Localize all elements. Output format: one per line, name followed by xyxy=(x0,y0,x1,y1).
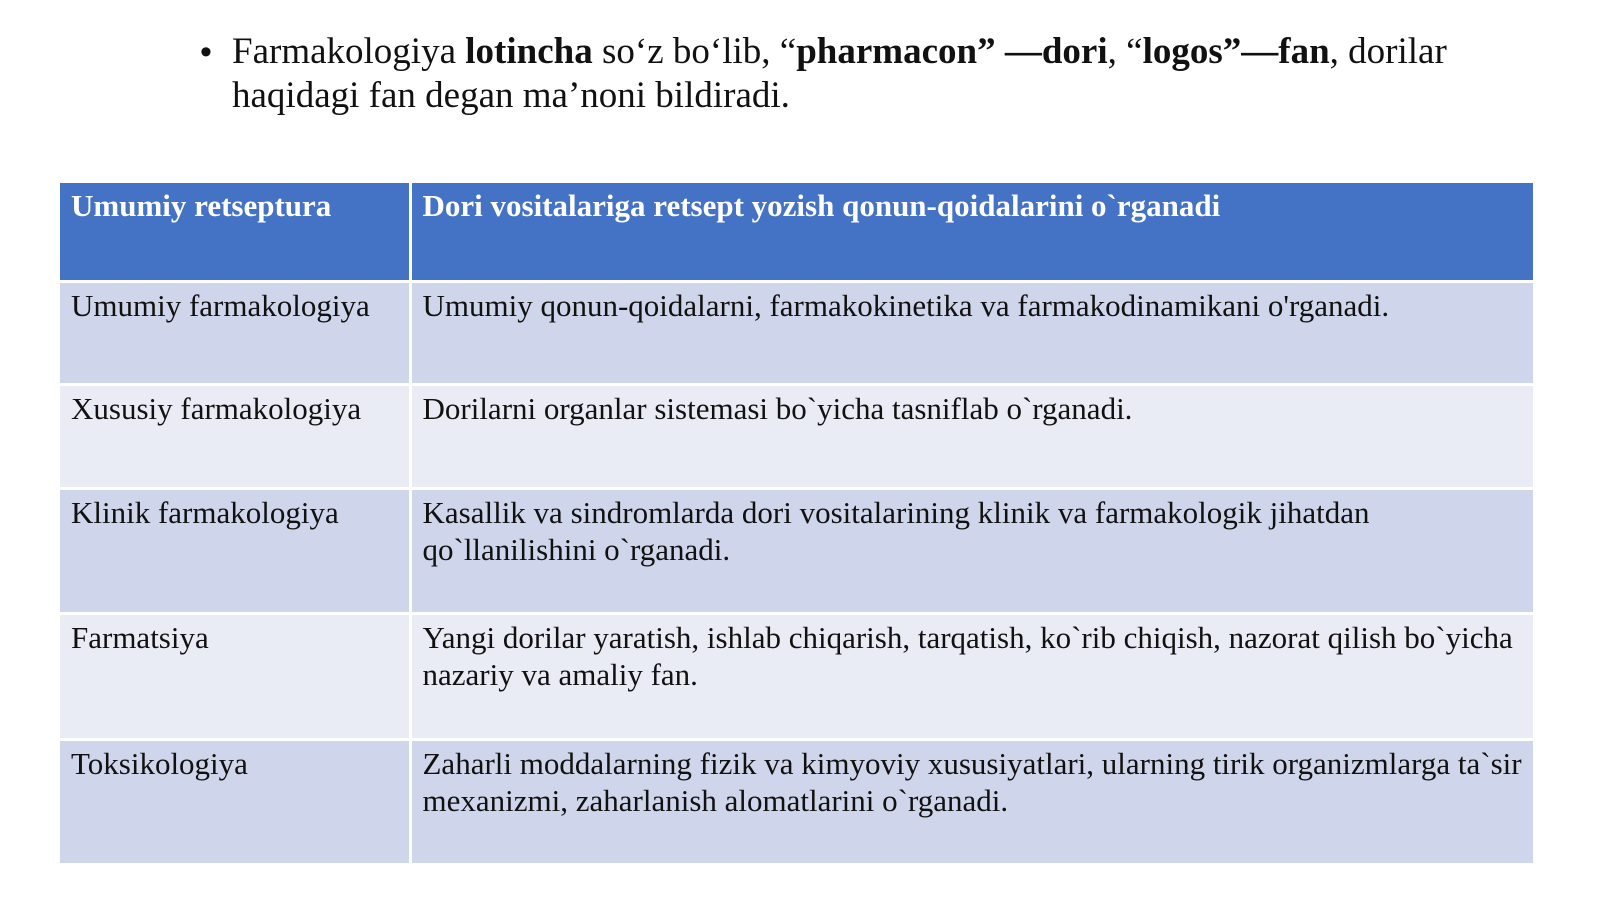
row-term: Toksikologiya xyxy=(60,740,410,865)
intro-text-part: , dorilar haqidagi fan degan ma’noni bildiradi. xyxy=(232,31,1447,116)
header-term: Umumiy retseptura xyxy=(60,183,410,282)
bullet-dot-icon: • xyxy=(200,33,212,71)
intro-bullet xyxy=(200,30,1460,118)
table-row xyxy=(60,740,1533,865)
intro-bold-logos: logos”—fan xyxy=(1142,31,1330,72)
intro-text-part: so‘z bo‘lib, “ xyxy=(592,31,797,72)
row-definition: Zaharli moddalarning fizik va kimyoviy xususiyatlari, ularning tirik organizmlarga ta`sir mexanizmi, zaharlanish alomatlarini o`rganadi. xyxy=(410,740,1533,865)
row-term: Klinik farmakologiya xyxy=(60,489,410,614)
header-definition: Dori vositalariga retsept yozish qonun-qoidalarini o`rganadi xyxy=(410,183,1533,282)
intro-bold-lotincha: lotincha xyxy=(465,31,593,72)
row-term: Umumiy farmakologiya xyxy=(60,282,410,385)
row-definition: Kasallik va sindromlarda dori vositalarining klinik va farmakologik jihatdan qo`llanilishini o`rganadi. xyxy=(410,489,1533,614)
row-term: Xususiy farmakologiya xyxy=(60,385,410,489)
row-definition: Dorilarni organlar sistemasi bo`yicha tasniflab o`rganadi. xyxy=(410,385,1533,489)
intro-text-part: Farmakologiya xyxy=(232,31,466,72)
intro-text xyxy=(232,30,1460,118)
intro-bold-pharmacon: pharmacon” —dori xyxy=(796,31,1108,72)
row-definition: Umumiy qonun-qoidalarni, farmakokinetika va farmakodinamikani o'rganadi. xyxy=(410,282,1533,385)
table-row xyxy=(60,489,1533,614)
intro-text-part: , “ xyxy=(1107,31,1143,72)
table-row xyxy=(60,385,1533,489)
definitions-table xyxy=(60,183,1533,866)
table-row xyxy=(60,282,1533,385)
table-header-row xyxy=(60,183,1533,282)
row-term: Farmatsiya xyxy=(60,614,410,740)
row-definition: Yangi dorilar yaratish, ishlab chiqarish, tarqatish, ko`rib chiqish, nazorat qilish bo`yicha nazariy va amaliy fan. xyxy=(410,614,1533,740)
table-row xyxy=(60,614,1533,740)
